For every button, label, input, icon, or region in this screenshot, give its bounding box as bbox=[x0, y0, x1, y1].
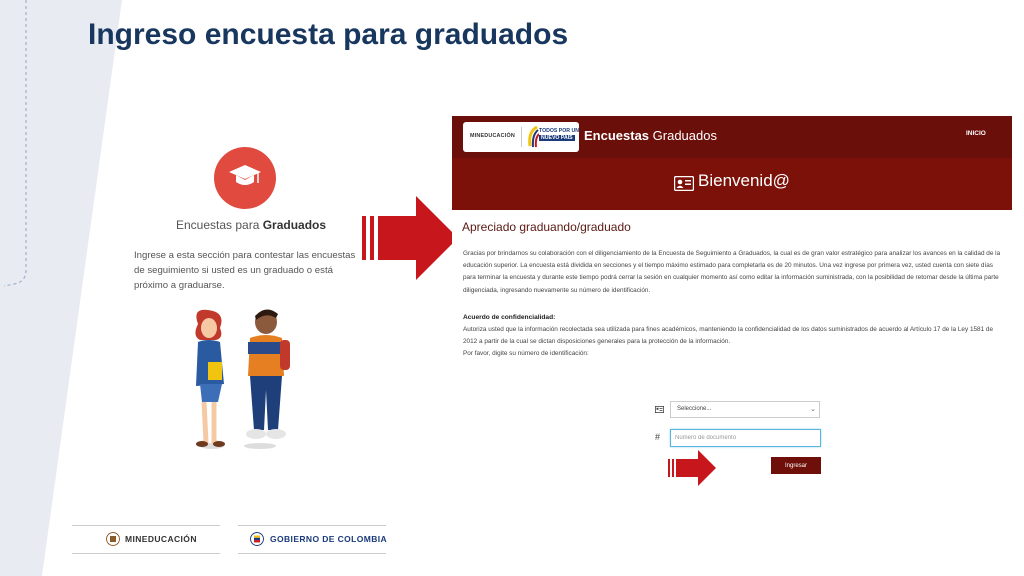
app-title: Encuestas Graduados bbox=[584, 128, 717, 143]
card-description: Ingrese a esta sección para contestar las encuestas de seguimiento si usted es un graduado o está próximo a graduarse. bbox=[134, 250, 356, 291]
arrow-right-icon bbox=[668, 450, 718, 486]
survey-topbar bbox=[452, 116, 1012, 158]
document-type-select[interactable] bbox=[670, 401, 820, 418]
id-prompt: Por favor, digite su número de identificación: bbox=[463, 350, 589, 358]
left-decor-band bbox=[0, 0, 140, 576]
footer-mineducacion-logo: MINEDUCACIÓN bbox=[125, 534, 197, 544]
graduation-cap-icon bbox=[228, 163, 262, 191]
coat-of-arms-icon bbox=[250, 532, 264, 546]
institution-logos bbox=[463, 122, 579, 152]
todos-por-un-nuevo-pais-swoosh-icon bbox=[527, 126, 539, 148]
footer-gobierno-logo: GOBIERNO DE COLOMBIA bbox=[270, 534, 388, 544]
graduation-badge bbox=[214, 147, 276, 209]
graduates-illustration bbox=[186, 306, 296, 452]
survey-intro-text: Gracias por brindarnos su colaboración con el diligenciamiento de la Encuesta de Seguimiento a Graduados, la cual es de gran valor estratégico para analizar los avances en la calidad de la educación superior. La encuesta está dividida en secciones y el tiempo máximo estimado para completarla es de 20 minutos. Una vez ingrese por primera vez, usted cuenta con siete días para terminar la encuesta y durante este tiempo podrá cerrar la sesión en cualquier momento así como editar la información suministrada, con la posibilidad de retomar desde la última parte diligenciada, ingresando nuevamente su número de identificación. bbox=[463, 250, 1001, 294]
chevron-down-icon: ⌄ bbox=[810, 406, 816, 413]
arrow-right-icon bbox=[362, 196, 458, 280]
greeting-heading: Apreciado graduando/graduado bbox=[462, 220, 631, 234]
slide-title: Ingreso encuesta para graduados bbox=[88, 18, 569, 51]
survey-screenshot bbox=[452, 116, 1012, 380]
agreement-title: Acuerdo de confidencialidad: bbox=[463, 314, 556, 321]
document-type-value: Seleccione... bbox=[677, 406, 712, 412]
hash-icon: # bbox=[655, 432, 661, 442]
id-card-icon bbox=[655, 406, 664, 413]
coat-of-arms-icon bbox=[106, 532, 120, 546]
nav-inicio-link[interactable]: INICIO bbox=[966, 130, 986, 137]
ingresar-button[interactable]: Ingresar bbox=[771, 457, 821, 474]
id-card-icon bbox=[674, 176, 694, 191]
welcome-heading: Bienvenid@ bbox=[698, 171, 790, 190]
footer-divider bbox=[72, 553, 220, 554]
document-number-input[interactable] bbox=[670, 429, 821, 447]
agreement-text: Autoriza usted que la información recolectada sea utilizada para fines académicos, manteniendo la confidencialidad de los datos suministrados de acuerdo al Artículo 17 de la Ley 1581 de 2012 a partir de la cual se dictan disposiciones generales para la protección de la información. Por favor, digite su número de identificación: bbox=[463, 326, 994, 358]
card-heading: Encuestas para Graduados bbox=[176, 218, 327, 232]
mineducacion-logo-text: MINEDUCACIÓN bbox=[470, 133, 515, 139]
footer-divider bbox=[238, 525, 386, 526]
footer-divider bbox=[72, 525, 220, 526]
footer-divider bbox=[238, 553, 386, 554]
nuevo-pais-logo-text: TODOS POR UN NUEVO PAÍS bbox=[539, 128, 579, 141]
